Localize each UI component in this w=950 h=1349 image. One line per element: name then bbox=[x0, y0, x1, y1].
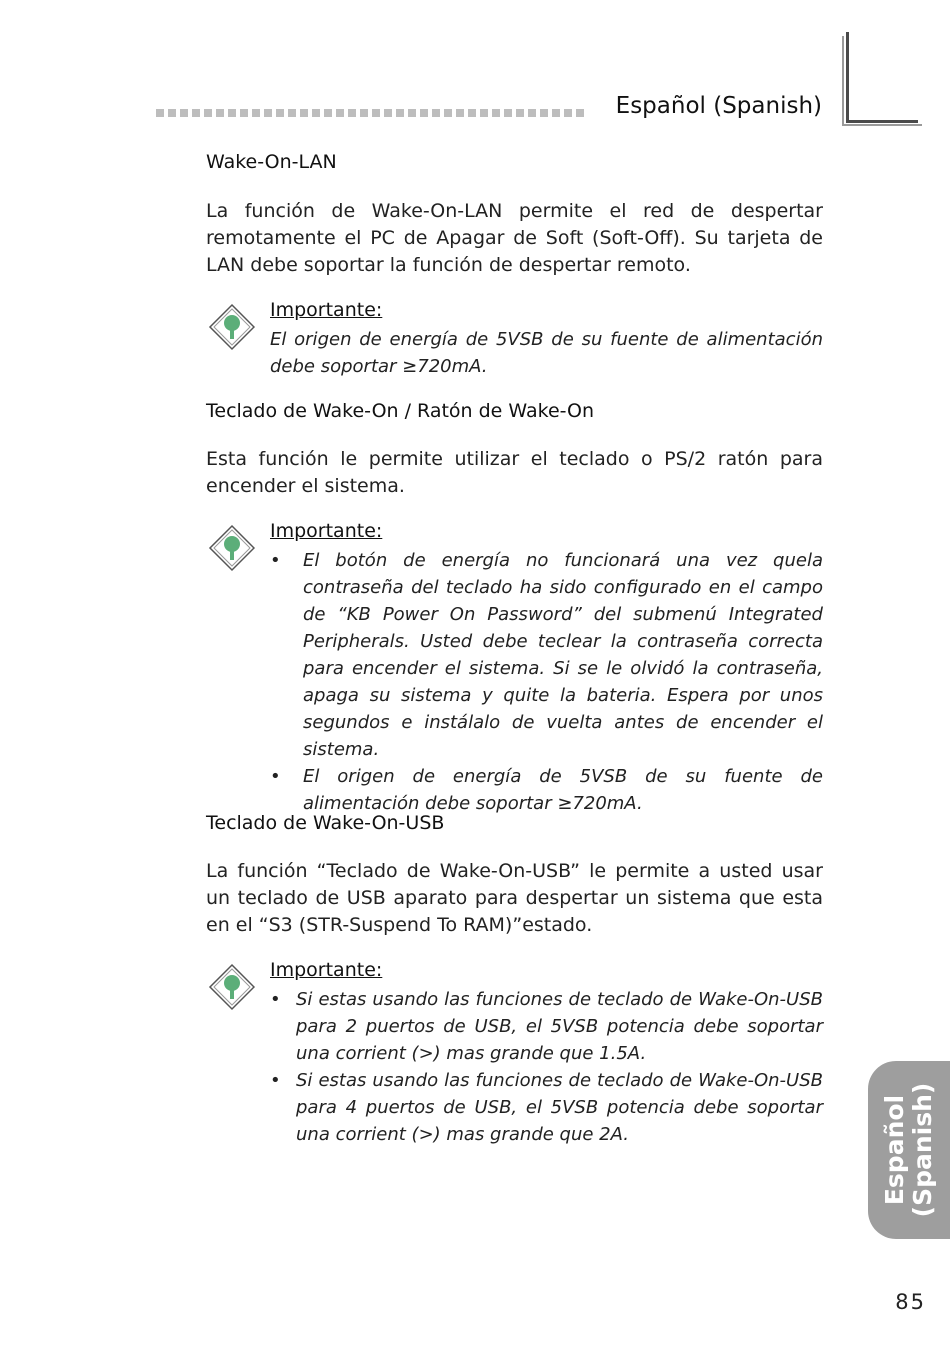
section-paragraph-wake-on-usb: La función “Teclado de Wake-On-USB” le permite a usted usar un teclado de USB aparato para despertar un sistema que esta en el “S3 (STR-Suspend To RAM)”estado. bbox=[206, 860, 823, 936]
note-heading: Importante: bbox=[270, 520, 383, 542]
note-heading: Importante: bbox=[270, 299, 383, 321]
page-header-title: Español (Spanish) bbox=[615, 93, 822, 119]
section-paragraph-wake-on-lan: La función de Wake-On-LAN permite el red de despertar remotamente el PC de Apagar de Soft (Soft-Off). Su tarjeta de LAN debe soportar la función de despertar remoto. bbox=[206, 200, 823, 276]
corner-mark-horizontal-shadow bbox=[842, 124, 922, 126]
corner-mark-vertical bbox=[846, 32, 849, 122]
note-bullet-list bbox=[270, 547, 823, 817]
header-dot-rule bbox=[156, 109, 584, 117]
side-tab-label bbox=[881, 1083, 937, 1218]
important-note-icon bbox=[208, 963, 256, 1011]
bullet-symbol: • bbox=[270, 550, 281, 571]
note-bullet-item bbox=[270, 986, 823, 1067]
note-body: El origen de energía de 5VSB de su fuente de alimentación debe soportar ≥720mA. bbox=[270, 329, 823, 377]
note-bullet-item bbox=[270, 763, 823, 817]
language-side-tab bbox=[868, 1061, 950, 1239]
bullet-symbol: • bbox=[270, 1070, 281, 1091]
important-note-icon bbox=[208, 303, 256, 351]
page-number: 85 bbox=[895, 1290, 926, 1314]
bullet-text: El origen de energía de 5VSB de su fuente de alimentación debe soportar ≥720mA. bbox=[303, 766, 823, 814]
section-title-wake-on-usb: Teclado de Wake-On-USB bbox=[206, 812, 445, 834]
bullet-text: El botón de energía no funcionará una vez quela contraseña del teclado ha sido configurado en el campo de “KB Power On Password” del submenú Integrated Peripherals. Usted debe teclear la contraseña correcta para encender el sistema. Si se le olvidó la contraseña, apaga su sistema y quite la bateria. Espera por unos segundos e instálalo de vuelta antes de encender el sistema. bbox=[303, 550, 823, 760]
side-tab-line-2: (Spanish) bbox=[908, 1082, 937, 1218]
bullet-text: Si estas usando las funciones de teclado de Wake-On-USB para 2 puertos de USB, el 5VSB potencia debe soportar una corrient (>) mas grande que 1.5A. bbox=[296, 989, 823, 1064]
important-note-icon bbox=[208, 524, 256, 572]
note-bullet-item bbox=[270, 1067, 823, 1148]
note-bullet-list bbox=[270, 986, 823, 1148]
note-heading: Importante: bbox=[270, 959, 383, 981]
corner-mark-horizontal bbox=[846, 120, 918, 123]
bullet-symbol: • bbox=[270, 989, 281, 1010]
section-paragraph-keyboard-mouse: Esta función le permite utilizar el teclado o PS/2 ratón para encender el sistema. bbox=[206, 448, 823, 497]
section-title-keyboard-mouse: Teclado de Wake-On / Ratón de Wake-On bbox=[206, 400, 595, 422]
bullet-text: Si estas usando las funciones de teclado de Wake-On-USB para 4 puertos de USB, el 5VSB potencia debe soportar una corrient (>) mas grande que 2A. bbox=[296, 1070, 823, 1145]
bullet-symbol: • bbox=[270, 766, 281, 787]
side-tab-line-1: Español bbox=[880, 1094, 909, 1206]
note-bullet-item bbox=[270, 547, 823, 763]
corner-mark-vertical-shadow bbox=[842, 36, 844, 126]
section-title-wake-on-lan: Wake-On-LAN bbox=[206, 151, 337, 173]
